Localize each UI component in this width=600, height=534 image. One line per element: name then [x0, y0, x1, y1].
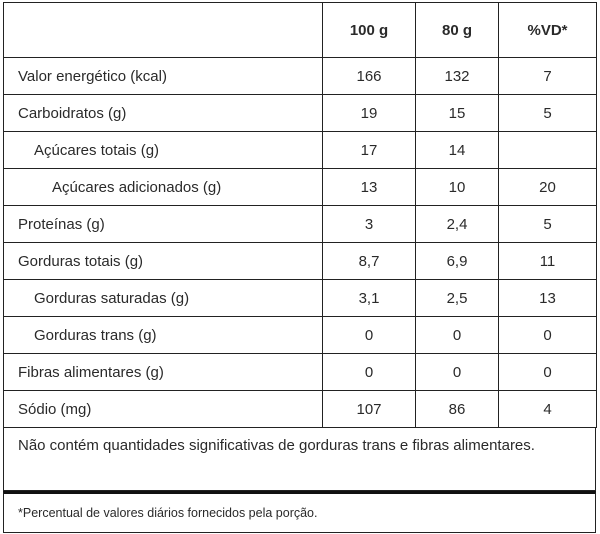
nutrient-label: Gorduras totais (g) — [4, 243, 323, 280]
nutrition-facts-panel — [3, 2, 596, 533]
value-100g: 13 — [323, 169, 416, 206]
value-daily-percent: 5 — [499, 95, 597, 132]
value-daily-percent: 11 — [499, 243, 597, 280]
nutrient-label: Açúcares adicionados (g) — [4, 169, 323, 206]
value-portion: 132 — [416, 58, 499, 95]
table-row — [4, 132, 597, 169]
nutrient-label: Valor energético (kcal) — [4, 58, 323, 95]
table-row — [4, 391, 597, 428]
value-daily-percent: 0 — [499, 317, 597, 354]
value-100g: 107 — [323, 391, 416, 428]
value-portion: 0 — [416, 354, 499, 391]
value-portion: 2,4 — [416, 206, 499, 243]
value-portion: 15 — [416, 95, 499, 132]
value-100g: 3,1 — [323, 280, 416, 317]
header-100g: 100 g — [323, 3, 416, 58]
nutrient-label: Açúcares totais (g) — [4, 132, 323, 169]
header-blank — [4, 3, 323, 58]
header-row — [4, 3, 597, 58]
nutrient-label: Carboidratos (g) — [4, 95, 323, 132]
nutrition-table — [3, 2, 597, 428]
table-row — [4, 354, 597, 391]
table-row — [4, 169, 597, 206]
value-100g: 3 — [323, 206, 416, 243]
value-portion: 10 — [416, 169, 499, 206]
nutrient-label: Proteínas (g) — [4, 206, 323, 243]
value-100g: 0 — [323, 354, 416, 391]
value-portion: 86 — [416, 391, 499, 428]
value-daily-percent: 4 — [499, 391, 597, 428]
value-portion: 0 — [416, 317, 499, 354]
value-100g: 0 — [323, 317, 416, 354]
value-daily-percent: 5 — [499, 206, 597, 243]
header-portion: 80 g — [416, 3, 499, 58]
value-portion: 2,5 — [416, 280, 499, 317]
nutrition-note: Não contém quantidades significativas de gorduras trans e fibras alimentares. — [3, 428, 596, 491]
value-daily-percent: 20 — [499, 169, 597, 206]
table-row — [4, 280, 597, 317]
value-portion: 14 — [416, 132, 499, 169]
value-100g: 19 — [323, 95, 416, 132]
header-daily-value: %VD* — [499, 3, 597, 58]
table-row — [4, 243, 597, 280]
table-row — [4, 95, 597, 132]
nutrient-label: Gorduras trans (g) — [4, 317, 323, 354]
value-100g: 17 — [323, 132, 416, 169]
daily-value-footnote: *Percentual de valores diários fornecidos pela porção. — [3, 491, 596, 533]
table-row — [4, 58, 597, 95]
table-row — [4, 206, 597, 243]
nutrient-label: Fibras alimentares (g) — [4, 354, 323, 391]
value-daily-percent: 7 — [499, 58, 597, 95]
value-daily-percent: 0 — [499, 354, 597, 391]
nutrient-label: Sódio (mg) — [4, 391, 323, 428]
value-portion: 6,9 — [416, 243, 499, 280]
value-daily-percent — [499, 132, 597, 169]
value-100g: 8,7 — [323, 243, 416, 280]
value-100g: 166 — [323, 58, 416, 95]
nutrient-label: Gorduras saturadas (g) — [4, 280, 323, 317]
value-daily-percent: 13 — [499, 280, 597, 317]
table-row — [4, 317, 597, 354]
